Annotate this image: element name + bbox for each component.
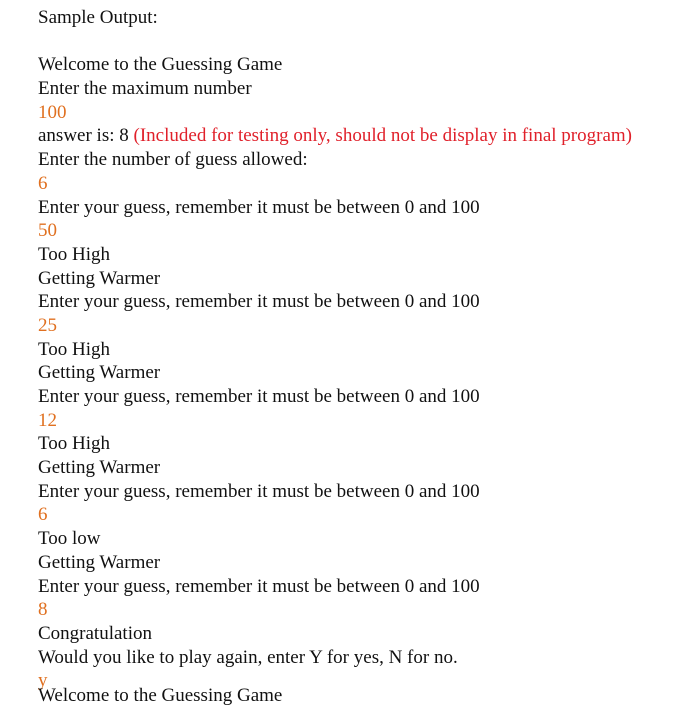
console-line: Getting Warmer xyxy=(38,551,161,573)
console-line: Too High xyxy=(38,243,111,265)
console-line: Enter your guess, remember it must be between 0 and 100 xyxy=(38,386,480,407)
answer-text: answer is: 8 xyxy=(38,125,134,147)
console-line: Getting Warmer xyxy=(38,267,161,289)
console-line-with-note xyxy=(38,124,688,148)
console-line: Getting Warmer xyxy=(38,362,161,384)
heading: Sample Output: xyxy=(38,7,158,28)
console-line: Enter your guess, remember it must be between 0 and 100 xyxy=(38,575,480,597)
console-line: Enter the number of guess allowed: xyxy=(38,149,308,171)
testing-note: (Included for testing only, should not be display in final program) xyxy=(133,125,632,147)
user-input: 25 xyxy=(38,314,57,336)
cutoff-line: Welcome to the Guessing Game xyxy=(38,685,283,706)
console-line: Enter your guess, remember it must be between 0 and 100 xyxy=(38,291,480,313)
console-line: Congratulation xyxy=(38,622,152,644)
console-line: Getting Warmer xyxy=(38,457,161,479)
user-input: 6 xyxy=(38,172,48,194)
console-line: Too low xyxy=(38,528,101,550)
user-input: y xyxy=(38,670,48,692)
console-line: Enter your guess, remember it must be between 0 and 100 xyxy=(38,196,480,218)
console-line: Would you like to play again, enter Y for yes, N for no. xyxy=(38,646,458,668)
user-input: 8 xyxy=(38,599,48,621)
console-line: Too High xyxy=(38,433,111,455)
sample-output-document xyxy=(38,6,688,693)
user-input: 100 xyxy=(38,101,67,123)
console-line: Too High xyxy=(38,338,111,360)
console-line: Welcome to the Guessing Game xyxy=(38,54,283,76)
user-input: 50 xyxy=(38,220,57,242)
console-line: Enter the maximum number xyxy=(38,78,252,100)
blank-line xyxy=(38,30,688,54)
console-line: Enter your guess, remember it must be between 0 and 100 xyxy=(38,480,480,502)
user-input: 6 xyxy=(38,504,48,526)
user-input: 12 xyxy=(38,409,57,431)
